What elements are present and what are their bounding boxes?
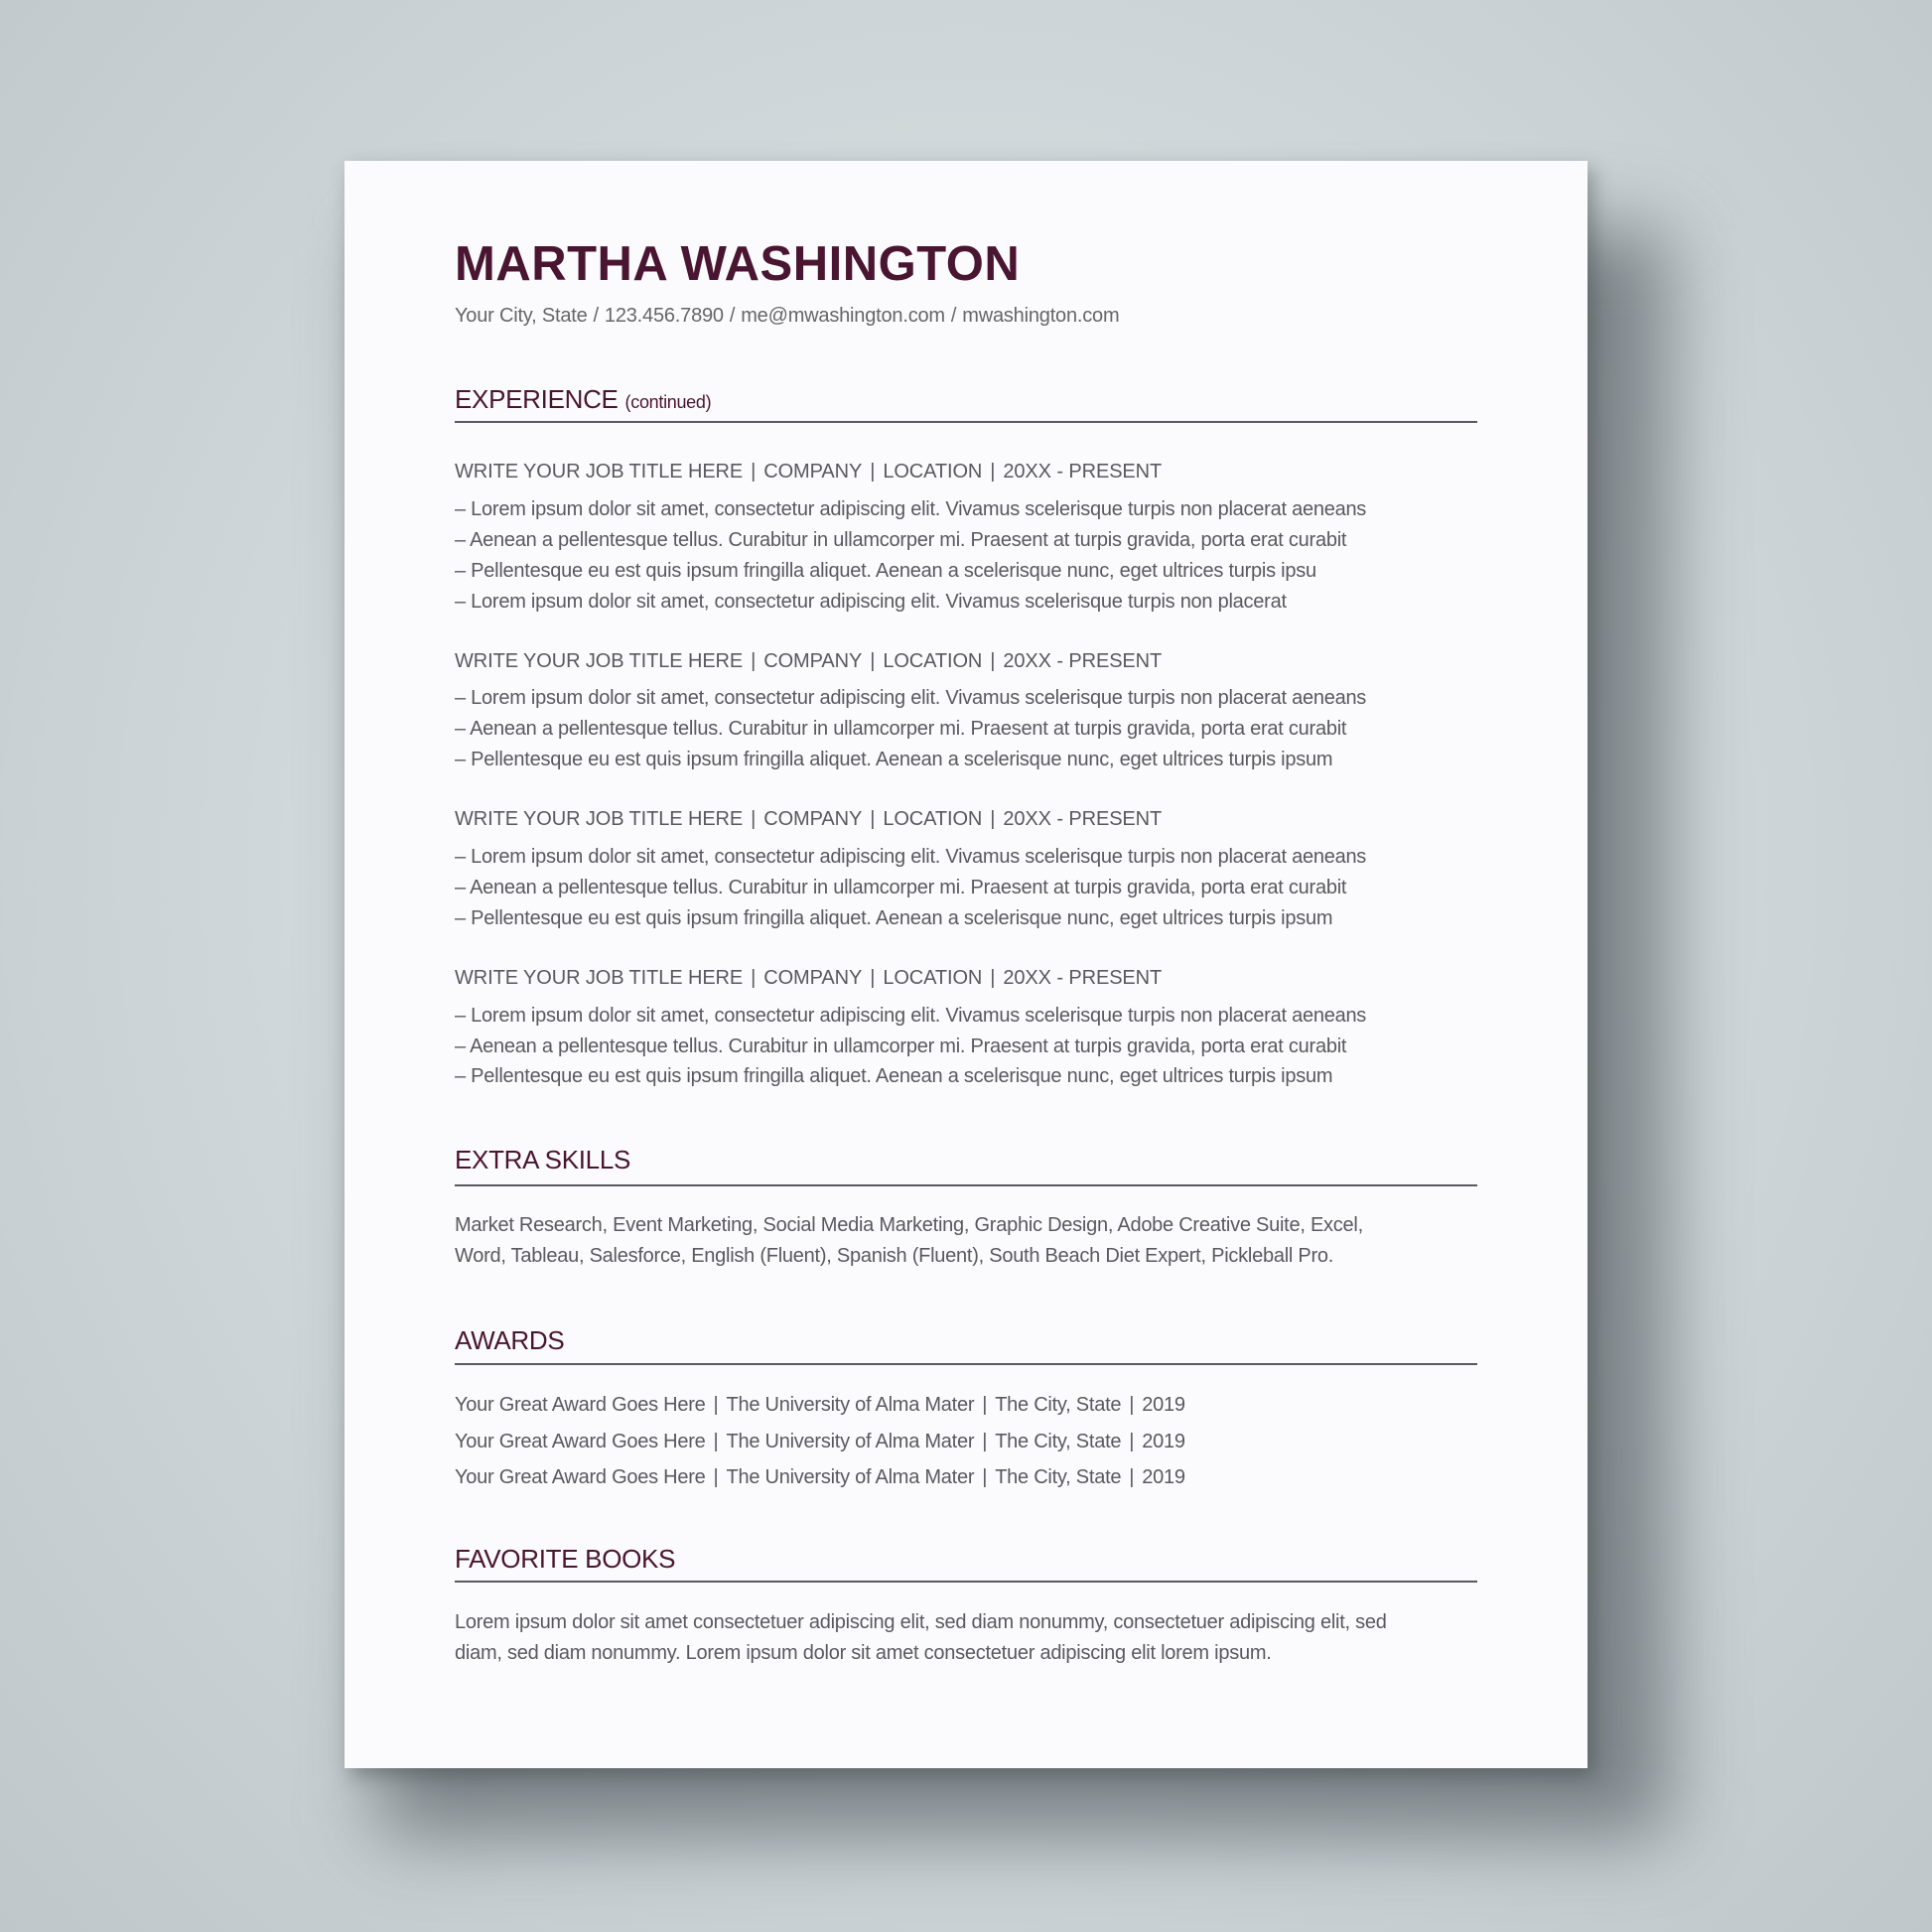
pipe-separator: |: [1129, 1431, 1135, 1452]
job-bullet: – Lorem ipsum dolor sit amet, consectetur adipiscing elit. Vivamus scelerisque turpis non placerat aeneans: [455, 846, 1367, 868]
job-dates: 20XX - PRESENT: [1003, 967, 1163, 989]
job-dates: 20XX - PRESENT: [1003, 650, 1163, 672]
resume-page: [345, 161, 1587, 1768]
separator: /: [950, 305, 957, 327]
pipe-separator: |: [870, 650, 876, 672]
pipe-separator: |: [982, 1431, 988, 1452]
skills-line: Word, Tableau, Salesforce, English (Fluent), Spanish (Fluent), South Beach Diet Expert, Pickleball Pro.: [455, 1245, 1334, 1267]
award-name: Your Great Award Goes Here: [455, 1431, 706, 1452]
job-company: COMPANY: [763, 650, 863, 672]
separator: /: [593, 305, 599, 327]
pipe-separator: |: [982, 1466, 988, 1488]
job-bullet: – Lorem ipsum dolor sit amet, consectetur adipiscing elit. Vivamus scelerisque turpis non placerat aeneans: [455, 687, 1367, 709]
books-heading: FAVORITE BOOKS: [455, 1544, 676, 1574]
awards-heading: AWARDS: [455, 1325, 565, 1355]
job-company: COMPANY: [763, 461, 863, 483]
pipe-separator: |: [982, 1394, 988, 1416]
pipe-separator: |: [1129, 1394, 1135, 1416]
job-title: WRITE YOUR JOB TITLE HERE: [455, 461, 744, 483]
job-location: LOCATION: [883, 808, 983, 830]
skills-rule: [455, 1184, 1477, 1186]
pipe-separator: |: [751, 461, 757, 483]
job-location: LOCATION: [883, 461, 983, 483]
books-line: Lorem ipsum dolor sit amet consectetuer adipiscing elit, sed diam nonummy, consectetuer adipiscing elit, sed: [455, 1611, 1387, 1633]
award-item: [455, 1391, 1185, 1419]
award-item: [455, 1428, 1185, 1455]
job-company: COMPANY: [763, 808, 863, 830]
awards-rule: [455, 1363, 1477, 1365]
job-title: WRITE YOUR JOB TITLE HERE: [455, 967, 744, 989]
contact-email[interactable]: me@mwashington.com: [741, 305, 945, 327]
award-institution: The University of Alma Mater: [726, 1431, 975, 1452]
award-name: Your Great Award Goes Here: [455, 1394, 706, 1416]
pipe-separator: |: [1129, 1466, 1135, 1488]
award-institution: The University of Alma Mater: [726, 1466, 975, 1488]
experience-heading: [455, 383, 711, 418]
skills-line: Market Research, Event Marketing, Social Media Marketing, Graphic Design, Adobe Creative Suite, Excel,: [455, 1214, 1363, 1236]
pipe-separator: |: [990, 650, 996, 672]
experience-rule: [455, 421, 1477, 423]
award-location: The City, State: [995, 1394, 1122, 1416]
pipe-separator: |: [870, 967, 876, 989]
pipe-separator: |: [870, 461, 876, 483]
job-dates: 20XX - PRESENT: [1003, 461, 1163, 483]
pipe-separator: |: [990, 808, 996, 830]
job-bullet: – Lorem ipsum dolor sit amet, consectetur adipiscing elit. Vivamus scelerisque turpis non placerat aeneans: [455, 498, 1367, 520]
award-year: 2019: [1142, 1431, 1185, 1452]
separator: /: [729, 305, 736, 327]
experience-heading-text: EXPERIENCE: [455, 384, 619, 414]
contact-website[interactable]: mwashington.com: [962, 305, 1120, 327]
contact-line: [455, 302, 1119, 330]
job-bullet: – Pellentesque eu est quis ipsum fringilla aliquet. Aenean a scelerisque nunc, eget ultrices turpis ipsum: [455, 907, 1333, 929]
candidate-name: MARTHA WASHINGTON: [455, 237, 1021, 291]
pipe-separator: |: [870, 808, 876, 830]
pipe-separator: |: [713, 1466, 719, 1488]
job-bullet: – Aenean a pellentesque tellus. Curabitur in ullamcorper mi. Praesent at turpis gravida, porta erat curabit: [455, 1035, 1347, 1057]
job-company: COMPANY: [763, 967, 863, 989]
job-bullet: – Aenean a pellentesque tellus. Curabitur in ullamcorper mi. Praesent at turpis gravida, porta erat curabit: [455, 877, 1347, 898]
award-year: 2019: [1142, 1466, 1185, 1488]
award-location: The City, State: [995, 1431, 1122, 1452]
pipe-separator: |: [713, 1431, 719, 1452]
job-location: LOCATION: [883, 967, 983, 989]
job-location: LOCATION: [883, 650, 983, 672]
job-title-line: [455, 647, 1162, 675]
job-bullet: – Pellentesque eu est quis ipsum fringilla aliquet. Aenean a scelerisque nunc, eget ultrices turpis ipsum: [455, 1065, 1333, 1087]
job-title: WRITE YOUR JOB TITLE HERE: [455, 808, 744, 830]
award-name: Your Great Award Goes Here: [455, 1466, 706, 1488]
contact-location: Your City, State: [455, 305, 588, 327]
pipe-separator: |: [751, 808, 757, 830]
contact-phone: 123.456.7890: [604, 305, 724, 327]
pipe-separator: |: [751, 967, 757, 989]
job-bullet: – Lorem ipsum dolor sit amet, consectetur adipiscing elit. Vivamus scelerisque turpis non placerat aeneans: [455, 1005, 1367, 1027]
pipe-separator: |: [990, 967, 996, 989]
skills-heading: EXTRA SKILLS: [455, 1145, 631, 1174]
job-dates: 20XX - PRESENT: [1003, 808, 1163, 830]
job-title-line: [455, 964, 1162, 992]
award-institution: The University of Alma Mater: [726, 1394, 975, 1416]
job-title-line: [455, 805, 1162, 833]
books-rule: [455, 1581, 1477, 1583]
experience-heading-note: (continued): [624, 392, 712, 412]
pipe-separator: |: [713, 1394, 719, 1416]
award-item: [455, 1463, 1185, 1491]
pipe-separator: |: [990, 461, 996, 483]
job-bullet: – Aenean a pellentesque tellus. Curabitur in ullamcorper mi. Praesent at turpis gravida, porta erat curabit: [455, 718, 1347, 740]
job-title-line: [455, 458, 1162, 485]
pipe-separator: |: [751, 650, 757, 672]
job-bullet: – Lorem ipsum dolor sit amet, consectetur adipiscing elit. Vivamus scelerisque turpis non placerat: [455, 591, 1287, 613]
award-year: 2019: [1142, 1394, 1185, 1416]
award-location: The City, State: [995, 1466, 1122, 1488]
books-line: diam, sed diam nonummy. Lorem ipsum dolor sit amet consectetuer adipiscing elit lorem ipsum.: [455, 1642, 1272, 1664]
job-bullet: – Pellentesque eu est quis ipsum fringilla aliquet. Aenean a scelerisque nunc, eget ultrices turpis ipsum: [455, 749, 1333, 770]
job-bullet: – Pellentesque eu est quis ipsum fringilla aliquet. Aenean a scelerisque nunc, eget ultrices turpis ipsu: [455, 560, 1316, 582]
job-title: WRITE YOUR JOB TITLE HERE: [455, 650, 744, 672]
job-bullet: – Aenean a pellentesque tellus. Curabitur in ullamcorper mi. Praesent at turpis gravida, porta erat curabit: [455, 529, 1347, 551]
